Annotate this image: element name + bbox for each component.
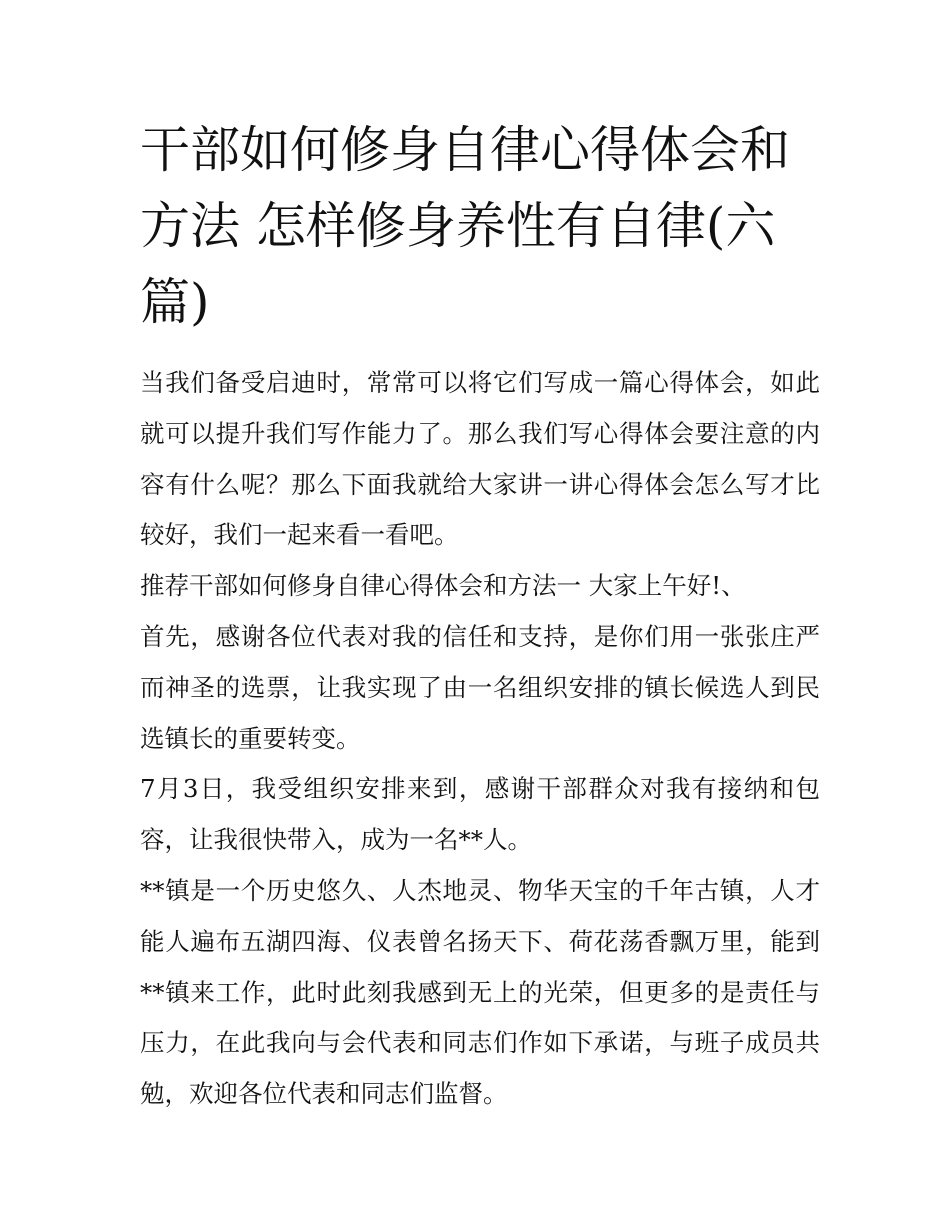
document-title: 干部如何修身自律心得体会和方法 怎样修身养性有自律(六篇) — [140, 121, 790, 331]
paragraph-thanks: 首先，感谢各位代表对我的信任和支持，是你们用一张张庄严而神圣的选票，让我实现了由一名组织安排的镇长候选人到民选镇长的重要转变。 — [140, 621, 820, 753]
paragraph-town-description: **镇是一个历史悠久、人杰地灵、物华天宝的千年古镇，人才能人遍布五湖四海、仪表曾名扬天下、荷花荡香飘万里，能到**镇来工作，此时此刻我感到无上的光荣，但更多的是责任与压力，在此我向与会代表和同志们作如下承诺，与班子成员共勉，欢迎各位代表和同志们监督。 — [140, 875, 820, 1109]
paragraph-intro: 当我们备受启迪时，常常可以将它们写成一篇心得体会，如此就可以提升我们写作能力了。那么我们写心得体会要注意的内容有什么呢？那么下面我就给大家讲一讲心得体会怎么写才比较好，我们一起来看一看吧。 — [140, 368, 820, 550]
paragraph-arrival: 7月3日，我受组织安排来到，感谢干部群众对我有接纳和包容，让我很快带入，成为一名**人。 — [140, 774, 820, 855]
paragraph-section-heading: 推荐干部如何修身自律心得体会和方法一 大家上午好!、 — [140, 571, 746, 601]
document-body — [140, 112, 820, 1120]
